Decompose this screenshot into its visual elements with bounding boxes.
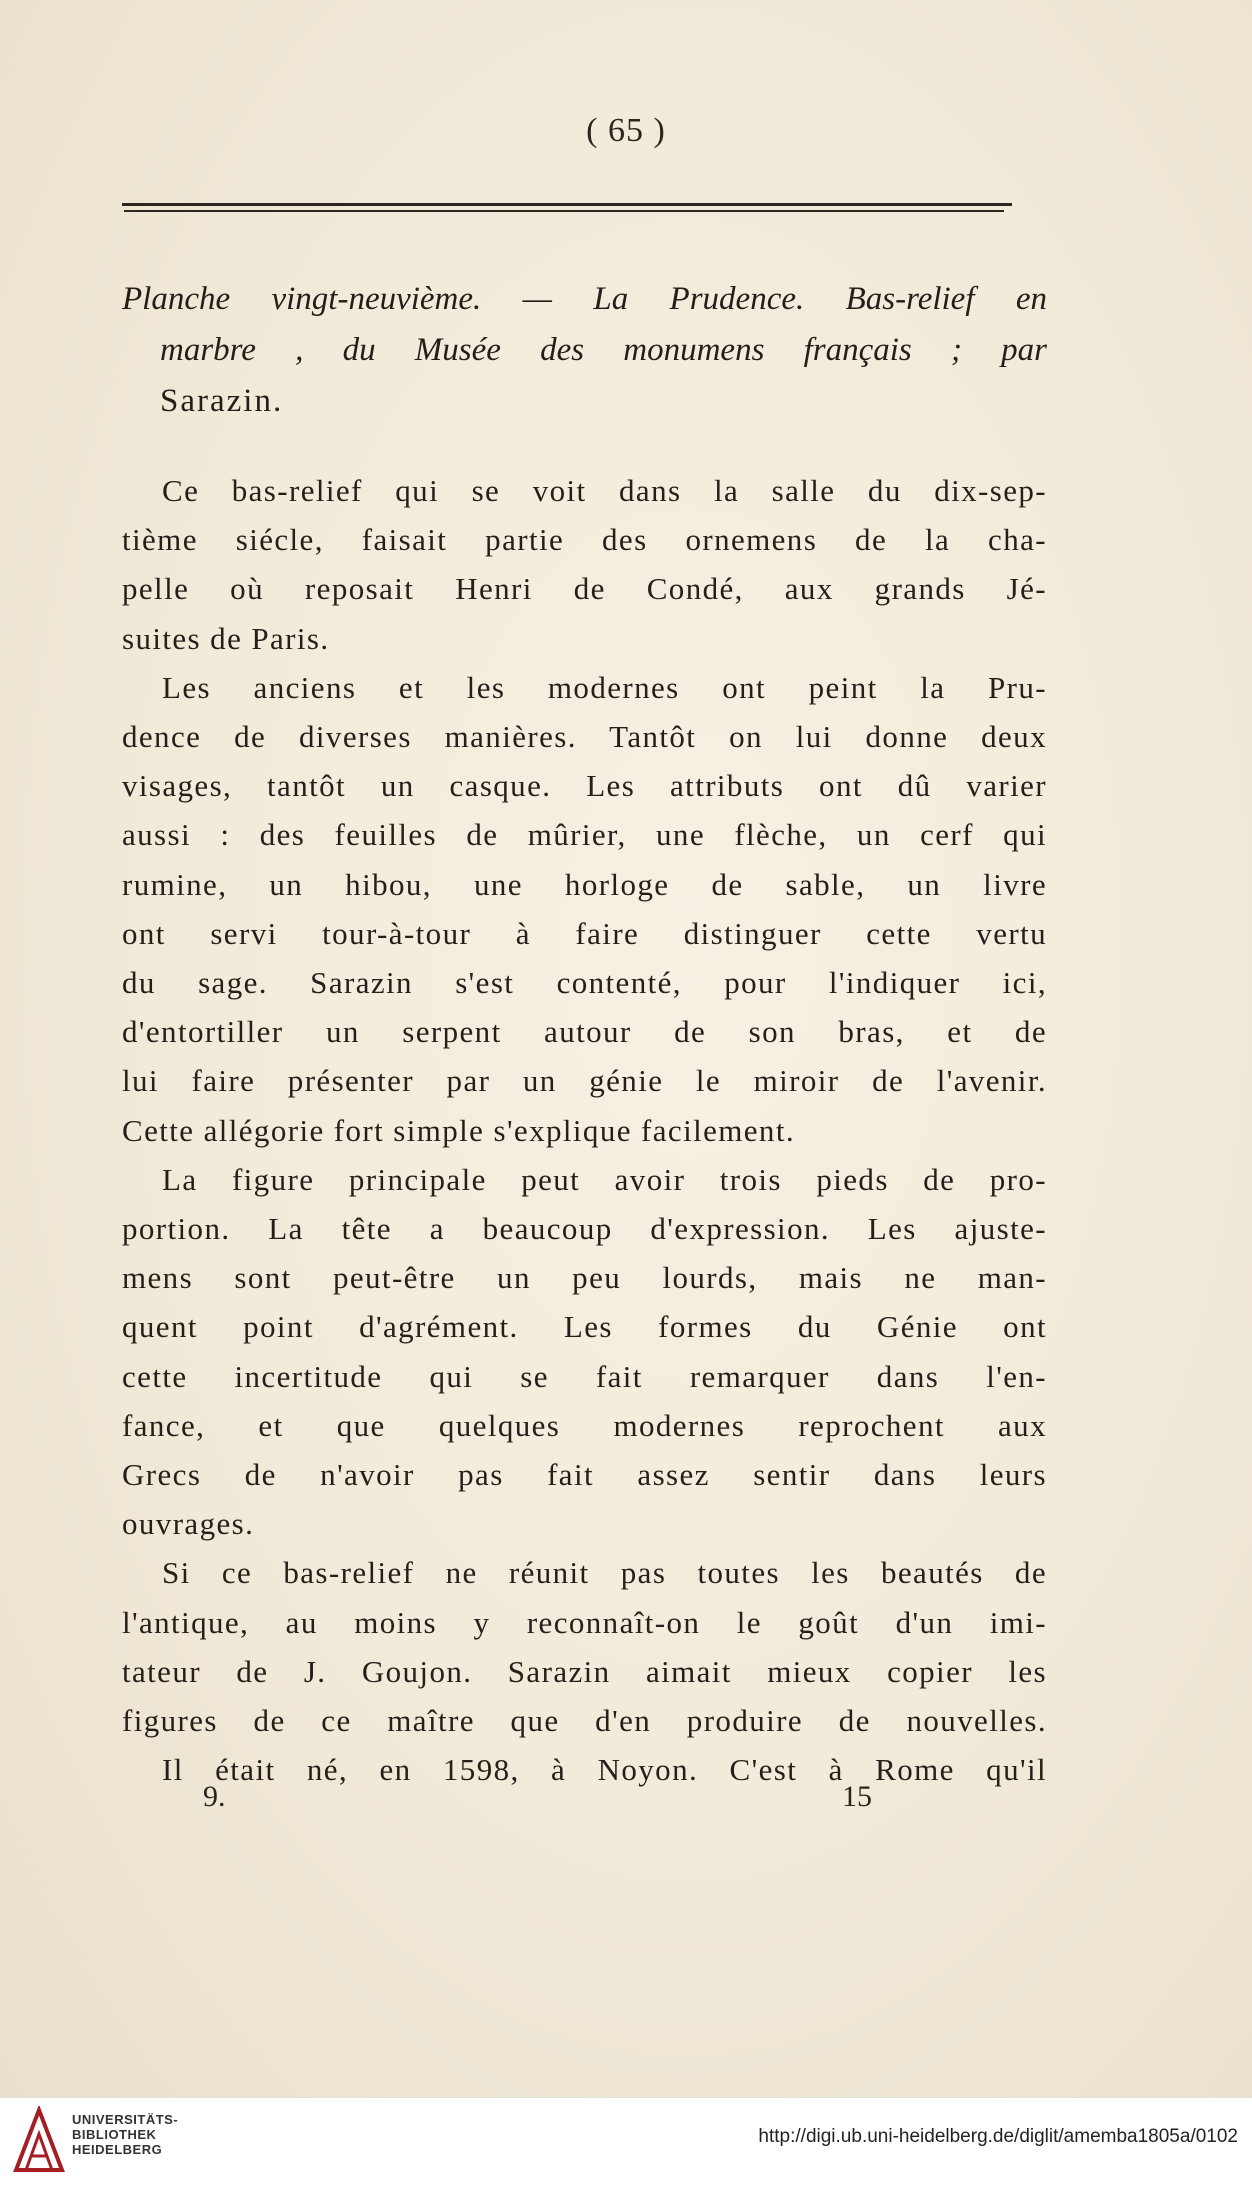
- text-line: fance, et que quelques modernes reprochent aux: [122, 1407, 1047, 1443]
- text-line: pelle où reposait Henri de Condé, aux grands Jé-: [122, 571, 1047, 607]
- text-line: La figure principale peut avoir trois pieds de pro-: [162, 1161, 1047, 1197]
- text-line: Les anciens et les modernes ont peint la Pru-: [162, 669, 1047, 705]
- text-line: ouvrages.: [122, 1506, 255, 1542]
- header-rule-thick: [122, 203, 1012, 206]
- text-line: ont servi tour-à-tour à faire distinguer cette vertu: [122, 915, 1047, 951]
- text-line: Cette allégorie fort simple s'explique facilement.: [122, 1112, 795, 1148]
- text-line: dence de diverses manières. Tantôt on lui donne deux: [122, 719, 1047, 755]
- page-number: ( 65 ): [586, 112, 666, 149]
- heading-line: Sarazin.: [160, 383, 284, 419]
- text-line: rumine, un hibou, une horloge de sable, un livre: [122, 866, 1047, 902]
- logo-line-2: BIBLIOTHEK: [72, 2127, 157, 2142]
- text-line: Si ce bas-relief ne réunit pas toutes les beautés de: [162, 1555, 1047, 1591]
- logo-line-3: HEIDELBERG: [72, 2142, 163, 2157]
- signature-right: 15: [842, 1780, 872, 1813]
- header-rule-thin: [124, 210, 1004, 212]
- text-line: tateur de J. Goujon. Sarazin aimait mieux copier les: [122, 1653, 1047, 1689]
- text-line: du sage. Sarazin s'est contenté, pour l'indiquer ici,: [122, 965, 1047, 1001]
- text-line: d'entortiller un serpent autour de son bras, et de: [122, 1014, 1047, 1050]
- signature-left: 9.: [203, 1780, 226, 1813]
- library-logo-text: [72, 2112, 178, 2157]
- logo-line-1: UNIVERSITÄTS-: [72, 2112, 179, 2127]
- text-line: figures de ce maître que d'en produire de nouvelles.: [122, 1703, 1047, 1739]
- plate-heading: [122, 274, 1047, 427]
- text-line: aussi : des feuilles de mûrier, une flèche, un cerf qui: [122, 817, 1047, 853]
- text-line: suites de Paris.: [122, 620, 330, 656]
- signature-marks: [0, 1780, 1252, 1820]
- heading-line-2-text: marbre , du Musée des monumens français ; par: [160, 332, 1047, 368]
- library-logo-icon: [12, 2106, 66, 2174]
- text-line: portion. La tête a beaucoup d'expression. Les ajuste-: [122, 1211, 1047, 1247]
- text-line: Il était né, en 1598, à Noyon. C'est à Rome qu'il: [162, 1752, 1047, 1788]
- text-line: lui faire présenter par un génie le miroir de l'avenir.: [122, 1063, 1047, 1099]
- heading-line: [160, 325, 1047, 376]
- text-line: l'antique, au moins y reconnaît-on le goût d'un imi-: [122, 1604, 1047, 1640]
- body-text: [122, 466, 1047, 1794]
- heading-line-1-text: Planche vingt-neuvième. — La Prudence. Bas-relief en: [122, 281, 1047, 317]
- text-line: tième siécle, faisait partie des ornemens de la cha-: [122, 522, 1047, 558]
- text-line: visages, tantôt un casque. Les attributs ont dû varier: [122, 768, 1047, 804]
- text-line: Ce bas-relief qui se voit dans la salle du dix-sep-: [162, 473, 1047, 508]
- text-line: quent point d'agrément. Les formes du Génie ont: [122, 1309, 1047, 1345]
- source-url[interactable]: http://digi.ub.uni-heidelberg.de/diglit/amemba1805a/0102: [758, 2126, 1238, 2147]
- text-line: Grecs de n'avoir pas fait assez sentir dans leurs: [122, 1457, 1047, 1493]
- text-line: mens sont peut-être un peu lourds, mais ne man-: [122, 1260, 1047, 1296]
- heading-line: [122, 274, 1047, 325]
- text-line: cette incertitude qui se fait remarquer dans l'en-: [122, 1358, 1047, 1394]
